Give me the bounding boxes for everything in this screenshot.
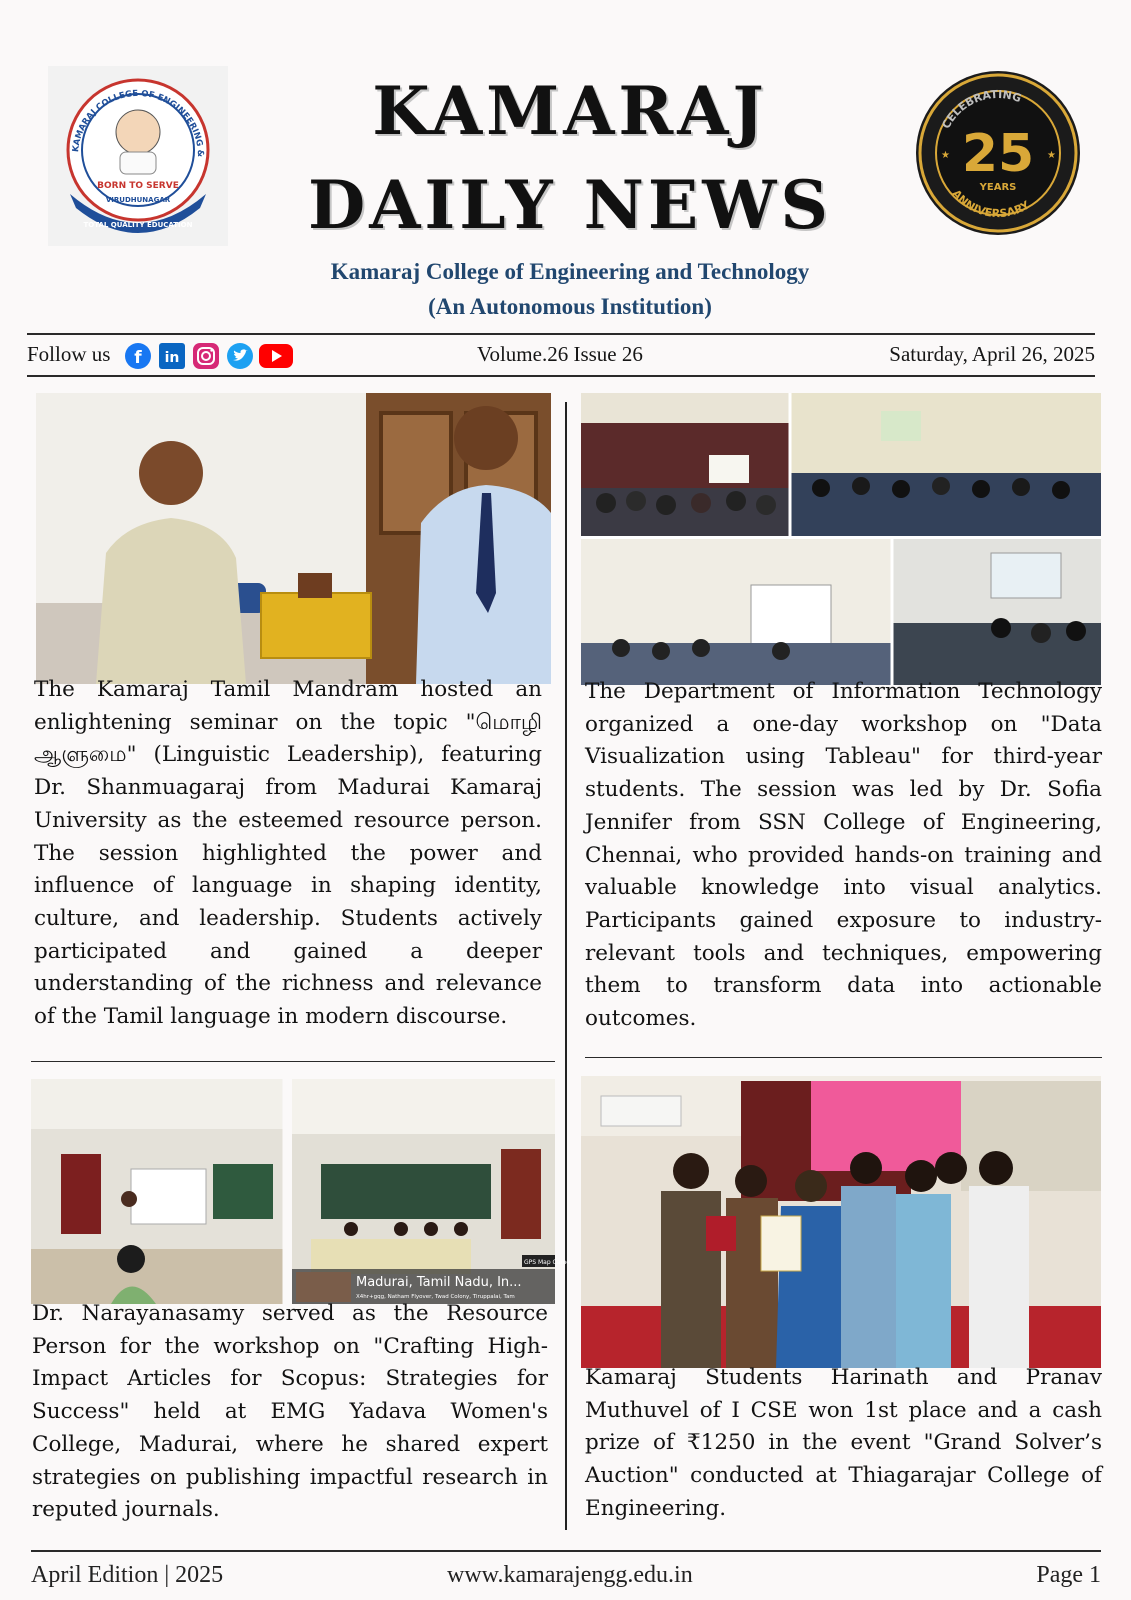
svg-text:25: 25 [961,124,1035,184]
svg-text:★: ★ [941,150,950,161]
article-text: The Kamaraj Tamil Mandram hosted an enlightening seminar on the topic "மொழி ஆளுமை" (Linguistic Leadership), featuring Dr. Shanmuagaraj from Madurai Kamaraj University as the esteemed resource person. The session highlighted the power and influence of language in shaping identity, culture, and leadership. Students actively participated and gained a deeper understanding of the richness and relevance of the Tamil language in modern discourse. [34,677,542,1030]
photo-it-workshop [581,393,1101,685]
svg-text:BORN TO SERVE: BORN TO SERVE [97,181,179,191]
college-name: Kamaraj College of Engineering and Technology [330,259,810,284]
volume-issue: Volume.26 Issue 26 [477,342,643,366]
edition-label: April Edition | 2025 [31,1562,224,1588]
svg-text:Madurai, Tamil Nadu, In...: Madurai, Tamil Nadu, In... [356,1275,522,1290]
page-number: Page 1 [1036,1562,1101,1588]
facebook-icon[interactable] [125,343,151,369]
masthead-line-2: DAILY NEWS [307,166,832,244]
info-bar [27,334,1095,374]
article-text: Kamaraj Students Harinath and Pranav Muthuvel of I CSE won 1st place and a cash prize of ₹1250 in the event "Grand Solver’s Auction" conducted at Thiagarajar College of Engineering. [585,1365,1102,1521]
photo-narayanasamy-workshop [31,1079,570,1304]
svg-text:in: in [164,350,180,366]
anniversary-badge [913,68,1083,238]
article-separator [585,1057,1102,1058]
college-emblem [48,66,228,246]
twitter-icon[interactable] [227,343,253,369]
issue-date: Saturday, April 26, 2025 [889,342,1095,366]
svg-text:GPS Map Came: GPS Map Came [524,1259,570,1266]
photo-tamil-mandram [36,393,551,684]
article-text: Dr. Narayanasamy served as the Resource Person for the workshop on "Crafting High-Impact Articles for Scopus: Strategies for Success" held at EMG Yadava Women's College, Madurai, where he shared expert strategies on publishing impactful research in reputed journals. [32,1301,548,1523]
instagram-icon[interactable] [193,343,219,369]
anniversary-emblem [913,68,1083,238]
article-separator [31,1061,555,1062]
college-logo [48,66,228,246]
college-status: (An Autonomous Institution) [428,294,712,319]
website-link[interactable]: www.kamarajengg.edu.in [447,1562,693,1588]
article-text: The Department of Information Technology organized a one-day workshop on "Data Visualization using Tableau" for third-year students. The session was led by Dr. Sofia Jennifer from SSN College of Engineering, Chennai, who provided hands-on training and valuable knowledge into visual analytics. Participants gained exposure to industry-relevant tools and techniques, empowering them to transform data into actionable outcomes. [585,679,1102,1032]
footer-rule [31,1550,1101,1552]
svg-text:f: f [134,348,142,368]
svg-text:YEARS: YEARS [979,182,1017,193]
follow-label: Follow us [27,342,111,366]
svg-text:VIRUDHUNAGAR: VIRUDHUNAGAR [105,196,171,204]
svg-text:CELEBRATING: CELEBRATING [939,87,1024,132]
header-rule-bottom [27,375,1095,377]
photo-grand-solver-winners [581,1076,1101,1368]
column-divider [565,402,567,1530]
svg-text:TOTAL QUALITY EDUCATION: TOTAL QUALITY EDUCATION [83,221,193,229]
svg-text:X4hr+gqg, Natham Flyover, Twad: X4hr+gqg, Natham Flyover, Twad Colony, Tiruppalai, Tam [356,1294,515,1300]
svg-text:★: ★ [1047,150,1056,161]
svg-text:KAMARAJ COLLEGE OF ENGINEERING: KAMARAJ COLLEGE OF ENGINEERING & [71,88,206,158]
svg-text:ANNIVERSARY: ANNIVERSARY [949,187,1032,221]
youtube-icon[interactable] [259,343,293,369]
linkedin-icon[interactable] [159,343,185,369]
masthead-line-1: KAMARAJ [372,72,768,150]
